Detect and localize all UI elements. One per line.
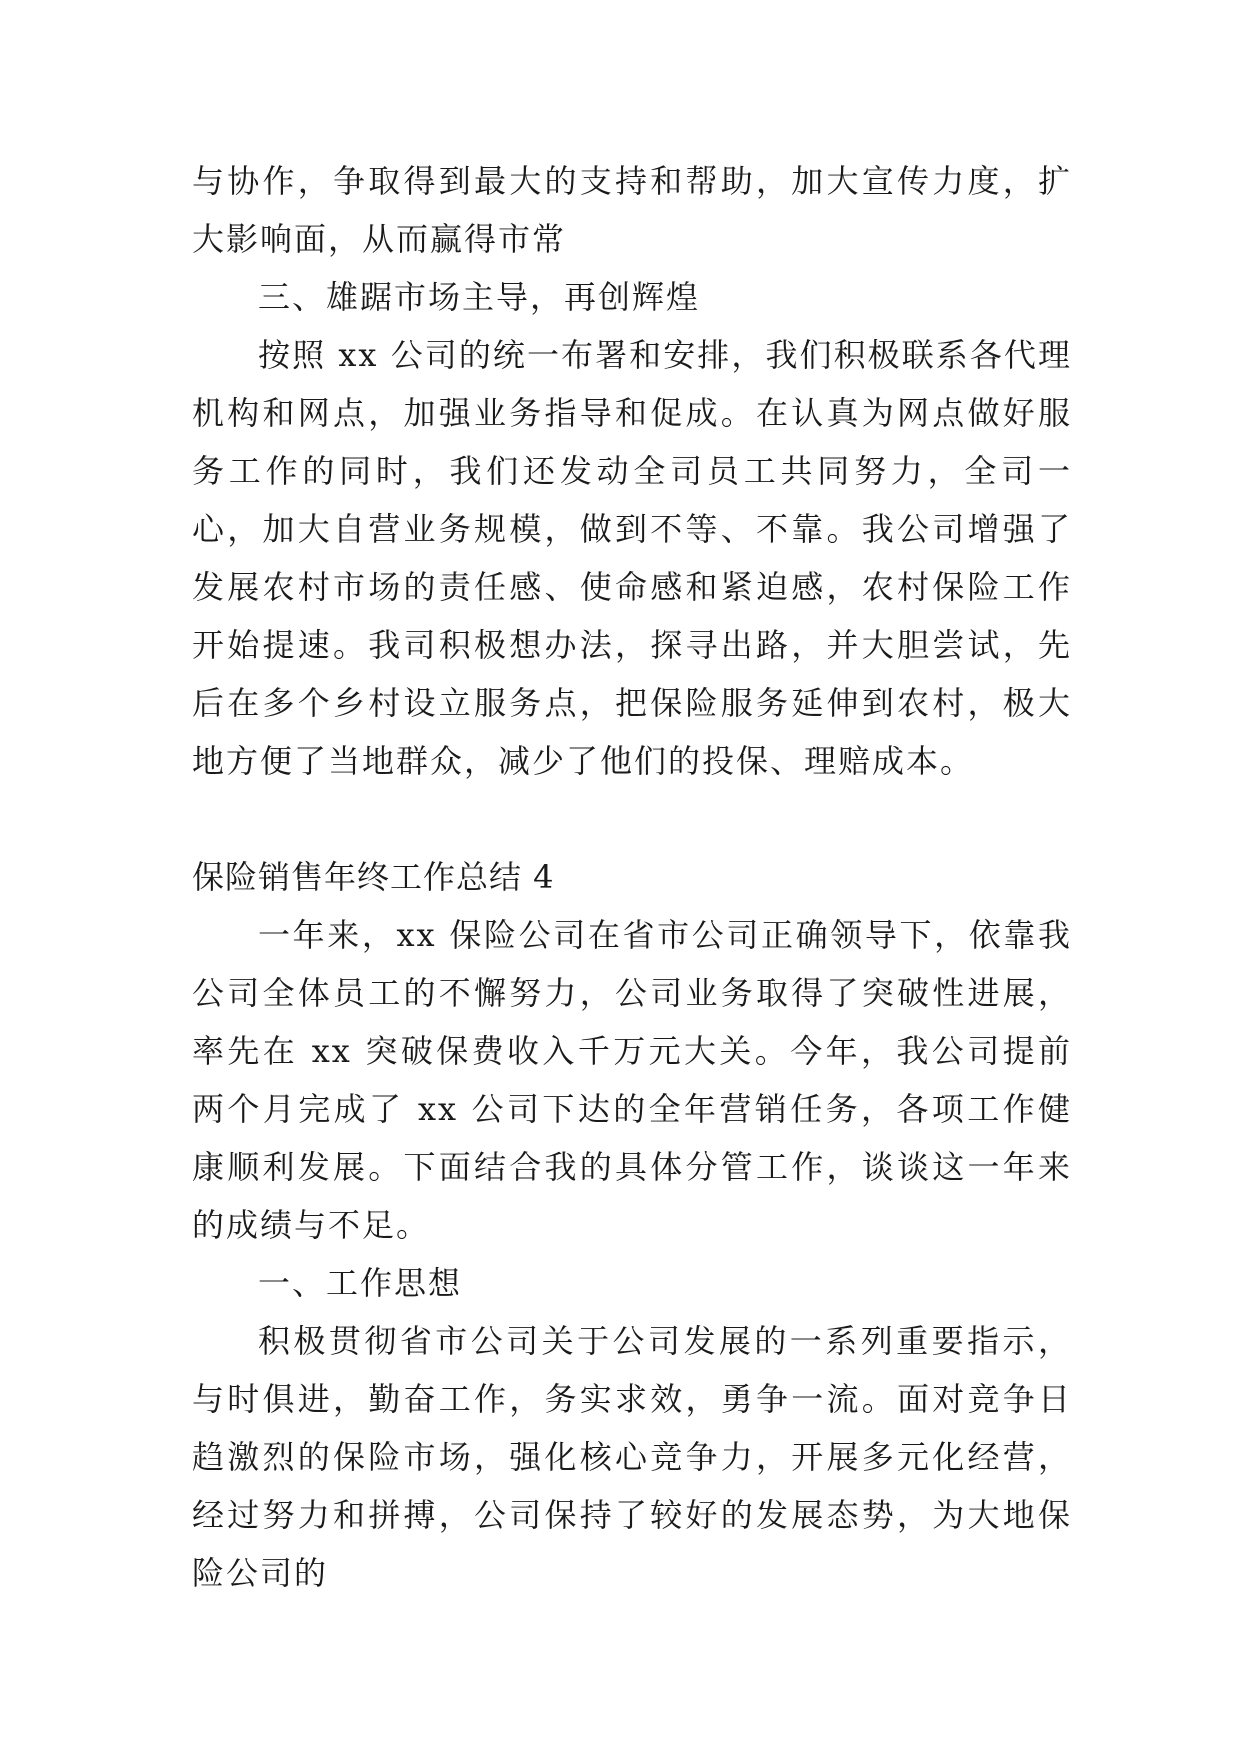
section-title: 保险销售年终工作总结 4 bbox=[192, 858, 555, 896]
section-heading-3: 三、雄踞市场主导，再创辉煌 bbox=[258, 278, 701, 316]
body-paragraph: 按照 xx 公司的统一布署和安排，我们积极联系各代理机构和网点，加强业务指导和促成。在认真为网点做好服务工作的同时，我们还发动全司员工共同努力，全司一心，加大自营业务规模，做到不等、不靠。我公司增强了发展农村市场的责任感、使命感和紧迫感，农村保险工作开始提速。我司积极想办法，探寻出路，并大胆尝试，先后在多个乡村设立服务点，把保险服务延伸到农村，极大地方便了当地群众，减少了他们的投保、理赔成本。 bbox=[192, 336, 1072, 780]
document-body bbox=[192, 152, 1072, 1602]
section-heading-1: 一、工作思想 bbox=[258, 1264, 463, 1302]
intro-paragraph: 一年来，xx 保险公司在省市公司正确领导下，依靠我公司全体员工的不懈努力，公司业务取得了突破性进展，率先在 xx 突破保费收入千万元大关。今年，我公司提前两个月完成了 xx 公司下达的全年营销任务，各项工作健康顺利发展。下面结合我的具体分管工作，谈谈这一年来的成绩与不足。 bbox=[192, 916, 1072, 1244]
continuation-paragraph: 与协作，争取得到最大的支持和帮助，加大宣传力度，扩大影响面，从而赢得市常 bbox=[192, 162, 1072, 258]
section-gap bbox=[192, 790, 1072, 848]
body-paragraph: 积极贯彻省市公司关于公司发展的一系列重要指示，与时俱进，勤奋工作，务实求效，勇争一流。面对竞争日趋激烈的保险市场，强化核心竞争力，开展多元化经营，经过努力和拼搏，公司保持了较好的发展态势，为大地保险公司的 bbox=[192, 1322, 1072, 1592]
